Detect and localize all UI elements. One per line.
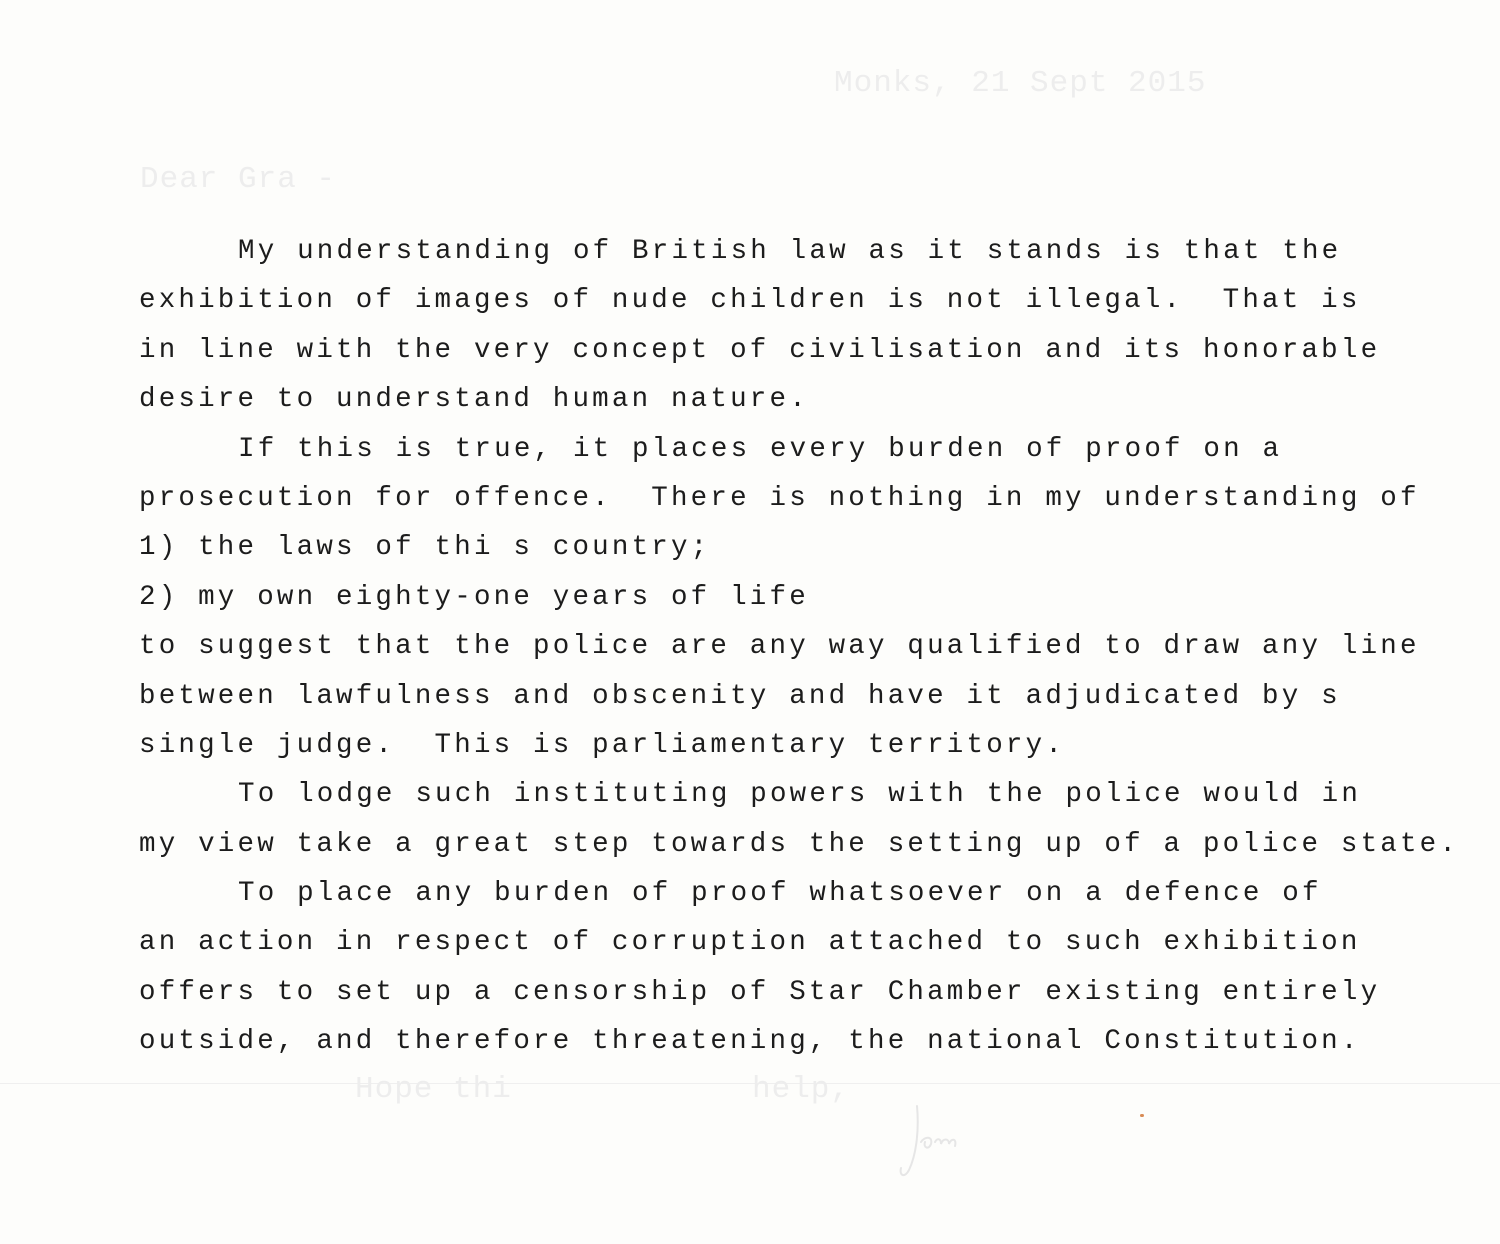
dateline: Monks, 21 Sept 2015 [834,66,1207,101]
body-line: an action in respect of corruption attached to such exhibition [139,927,1361,959]
ink-speck [1140,1114,1144,1117]
body-line: offers to set up a censorship of Star Chamber existing entirely [139,976,1381,1008]
body-line: my view take a great step towards the setting up of a police state. [139,828,1460,860]
body-line: to suggest that the police are any way qualified to draw any line [139,631,1420,663]
body-line: between lawfulness and obscenity and have it adjudicated by s [139,680,1341,712]
paper-fold-line [0,1083,1500,1084]
body-line: desire to understand human nature. [139,384,809,416]
body-line: in line with the very concept of civilisation and its honorable [139,334,1381,366]
body-line: single judge. This is parliamentary territory. [139,729,1066,761]
body-line: outside, and therefore threatening, the national Constitution. [139,1026,1361,1058]
letter-body [139,227,1479,1067]
body-line: If this is true, it places every burden of proof on a [238,433,1283,465]
body-line: 2) my own eighty-one years of life [139,581,809,613]
body-line: To lodge such instituting powers with the police would in [238,779,1362,811]
body-line: To place any burden of proof whatsoever on a defence of [238,878,1322,910]
closing-text: Hope thi [355,1072,512,1107]
closing-text-end: help, [752,1072,851,1107]
signature [895,1098,985,1188]
body-line: My understanding of British law as it stands is that the [238,236,1342,267]
body-line: prosecution for offence. There is nothing in my understanding of [139,482,1420,514]
salutation: Dear Gra - [140,162,337,197]
body-line: exhibition of images of nude children is not illegal. That is [139,285,1361,317]
body-line: 1) the laws of thi s country; [139,532,711,564]
